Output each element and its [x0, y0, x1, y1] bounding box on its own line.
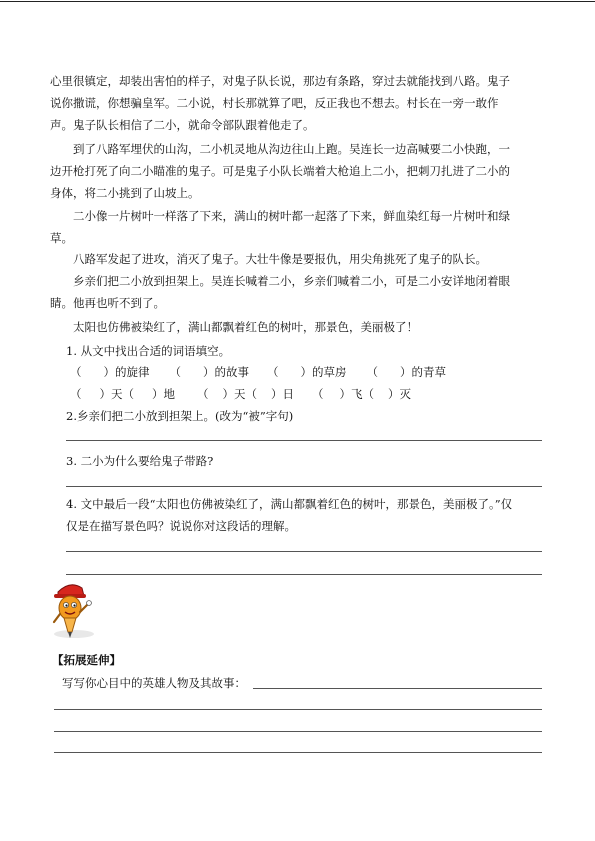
- q1-fill-row-1: [70, 364, 446, 380]
- question-4-line-2: 仅是在描写景色吗？说说你对这段话的理解。: [66, 519, 296, 533]
- passage-line: 太阳也仿佛被染红了，满山都飘着红色的树叶，那景色，美丽极了！: [73, 320, 418, 334]
- q1-phrase: ）的草房: [300, 365, 347, 379]
- passage-line: 睛。他再也听不到了。: [50, 296, 165, 310]
- q1-phrase: ）的旋律: [103, 365, 150, 379]
- q1-phrase: ）飞（: [339, 387, 374, 401]
- pencil-mascot-icon: [44, 578, 102, 640]
- extension-answer-line[interactable]: [54, 709, 542, 710]
- q1-blank-paren[interactable]: （: [70, 387, 82, 401]
- extension-prompt: 写写你心目中的英雄人物及其故事：: [62, 676, 246, 690]
- passage-paragraph-3: [50, 205, 545, 249]
- extension-answer-line[interactable]: [253, 688, 542, 689]
- passage-paragraph-2: [50, 138, 545, 204]
- extension-heading: 【拓展延伸】: [52, 653, 121, 667]
- passage-paragraph-1: [50, 70, 545, 136]
- header-rule: [0, 1, 595, 2]
- q1-blank-paren[interactable]: （: [70, 365, 82, 379]
- extension-answer-line[interactable]: [54, 731, 542, 732]
- passage-line: 二小像一片树叶一样落了下来，满山的树叶都一起落了下来，鲜血染红每一片树叶和绿: [73, 209, 510, 223]
- question-1: 1. 从文中找出合适的词语填空。: [66, 344, 231, 358]
- q1-blank-paren[interactable]: （: [267, 365, 279, 379]
- passage-line: 边开枪打死了向二小瞄准的鬼子。可是鬼子小队长端着大枪追上二小，把刺刀扎进了二小的: [50, 164, 510, 178]
- q1-phrase: ）的青草: [400, 365, 446, 379]
- question-2: 2.乡亲们把二小放到担架上。(改为“被”字句): [66, 409, 294, 423]
- q1-fill-row-2: [70, 386, 411, 402]
- passage-paragraph-5: [50, 270, 545, 314]
- extension-answer-line[interactable]: [54, 752, 542, 753]
- q1-phrase: （: [197, 387, 209, 401]
- q1-phrase: ）天（: [99, 387, 134, 401]
- answer-line-q4[interactable]: [66, 551, 542, 552]
- passage-line: 草。: [50, 231, 73, 245]
- passage-line: 心里很镇定，却装出害怕的样子，对鬼子队长说，那边有条路，穿过去就能找到八路。鬼子: [50, 74, 510, 88]
- passage-paragraph-6: [50, 316, 545, 338]
- answer-line-q4[interactable]: [66, 574, 542, 575]
- passage-line: 乡亲们把二小放到担架上。吴连长喊着二小，乡亲们喊着二小，可是二小安详地闭着眼: [73, 274, 510, 288]
- passage-line: 说你撒谎，你想骗皇军。二小说，村长那就算了吧，反正我也不想去。村长在一旁一敢作: [50, 96, 499, 110]
- q1-phrase: ）的故事: [203, 365, 249, 379]
- answer-line-q2[interactable]: [66, 440, 542, 441]
- q1-phrase: ）灭: [388, 387, 411, 401]
- question-4-line-1: 4. 文中最后一段“太阳也仿佛被染红了，满山都飘着红色的树叶，那景色，美丽极了。”仅: [66, 497, 513, 511]
- q1-phrase: （: [312, 387, 324, 401]
- answer-line-q3[interactable]: [66, 486, 542, 487]
- passage-line: 八路军发起了进攻，消灭了鬼子。大壮牛像是要报仇，用尖角挑死了鬼子的队长。: [73, 252, 487, 266]
- q1-phrase: ）地: [152, 387, 175, 401]
- passage-paragraph-4: [50, 248, 545, 270]
- q1-phrase: ）天（: [222, 387, 257, 401]
- q1-blank-paren[interactable]: ）日: [271, 387, 294, 401]
- q1-blank-paren[interactable]: （: [169, 365, 181, 379]
- question-3: 3. 二小为什么要给鬼子带路?: [66, 454, 214, 468]
- passage-line: 到了八路军埋伏的山沟，二小机灵地从沟边往山上跑。吴连长一边高喊要二小快跑，一: [73, 142, 510, 156]
- passage-line: 声。鬼子队长相信了二小，就命令部队跟着他走了。: [50, 118, 315, 132]
- passage-line: 身体，将二小挑到了山坡上。: [50, 186, 200, 200]
- q1-blank-paren[interactable]: （: [366, 365, 378, 379]
